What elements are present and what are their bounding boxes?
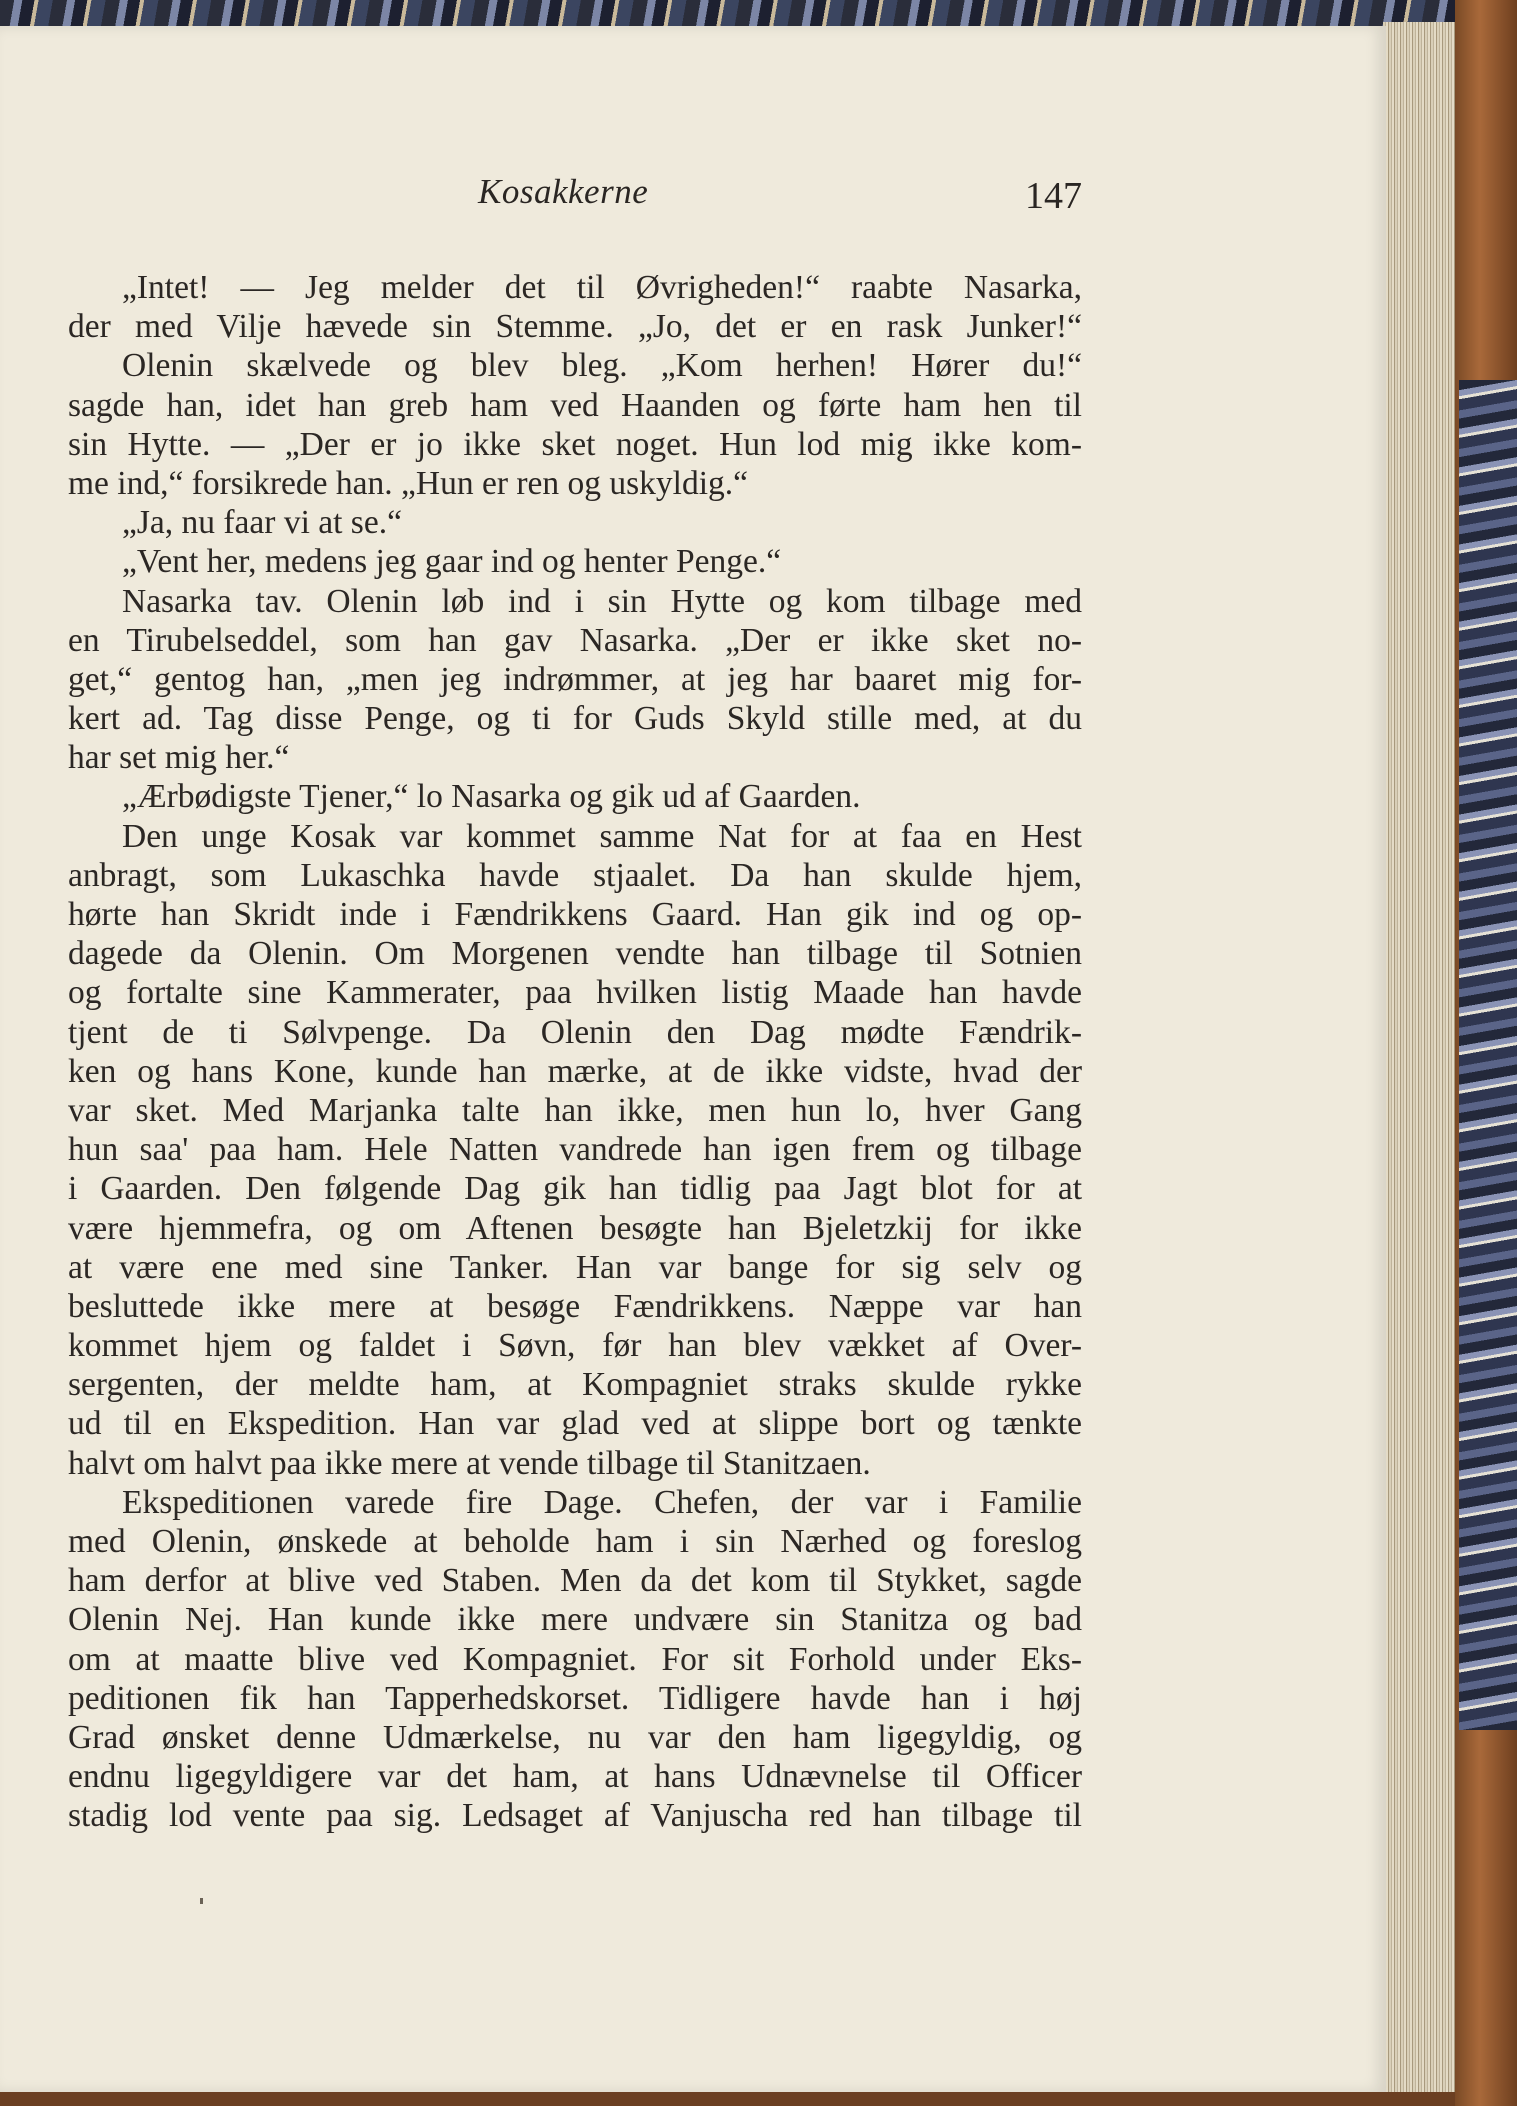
text-line: ud til en Ekspedition. Han var glad ved at slippe bort og tænkte bbox=[68, 1405, 1082, 1443]
text-line: Olenin Nej. Han kunde ikke mere undvære sin Stanitza og bad bbox=[68, 1601, 1082, 1639]
text-line: tjent de ti Sølvpenge. Da Olenin den Dag mødte Fændrik- bbox=[68, 1013, 1082, 1051]
text-line: sin Hytte. — „Der er jo ikke sket noget. Hun lod mig ikke kom- bbox=[68, 425, 1082, 463]
text-line: sagde han, idet han greb ham ved Haanden og førte ham hen til bbox=[68, 386, 1082, 424]
text-line: „Vent her, medens jeg gaar ind og henter Penge.“ bbox=[122, 543, 782, 581]
text-line: med Olenin, ønskede at beholde ham i sin Nærhed og foreslog bbox=[68, 1523, 1082, 1560]
text-line: halvt om halvt paa ikke mere at vende tilbage til Stanitzaen. bbox=[68, 1444, 871, 1482]
text-line: kert ad. Tag disse Penge, og ti for Guds Skyld stille med, at du bbox=[68, 700, 1082, 738]
page-number: 147 bbox=[1025, 175, 1082, 217]
running-title: Kosakkerne bbox=[478, 172, 649, 211]
text-line: peditionen fik han Tapperhedskorset. Tidligere havde han i høj bbox=[68, 1679, 1082, 1717]
text-line: kommet hjem og faldet i Søvn, før han blev vækket af Over- bbox=[68, 1327, 1082, 1365]
ink-speck bbox=[200, 1898, 203, 1904]
page-edges bbox=[1383, 22, 1455, 2092]
text-line: var sket. Med Marjanka talte han ikke, men hun lo, hver Gang bbox=[68, 1091, 1082, 1129]
text-line: Den unge Kosak var kommet samme Nat for at faa en Hest bbox=[122, 817, 1082, 855]
text-line: en Tirubelseddel, som han gav Nasarka. „Der er ikke sket no- bbox=[68, 621, 1082, 659]
text-line: „Ærbødigste Tjener,“ lo Nasarka og gik ud af Gaarden. bbox=[122, 778, 861, 816]
text-line: Grad ønsket denne Udmærkelse, nu var den ham ligegyldig, og bbox=[68, 1718, 1082, 1756]
text-line: har set mig her.“ bbox=[68, 739, 290, 777]
text-line: get,“ gentog han, „men jeg indrømmer, at jeg har baaret mig for- bbox=[68, 660, 1082, 698]
text-line: Ekspeditionen varede fire Dage. Chefen, der var i Familie bbox=[122, 1483, 1082, 1521]
text-line: og fortalte sine Kammerater, paa hvilken listig Maade han havde bbox=[68, 974, 1082, 1012]
text-line: sergenten, der meldte ham, at Kompagniet straks skulde rykke bbox=[68, 1366, 1082, 1404]
text-line: om at maatte blive ved Kompagniet. For sit Forhold under Eks- bbox=[68, 1640, 1082, 1678]
body-text bbox=[68, 268, 1082, 1836]
text-line: endnu ligegyldigere var det ham, at hans Udnævnelse til Officer bbox=[68, 1758, 1082, 1796]
text-line: hørte han Skridt inde i Fændrikkens Gaard. Han gik ind og op- bbox=[68, 896, 1082, 933]
text-line: stadig lod vente paa sig. Ledsaget af Vanjuscha red han tilbage til bbox=[68, 1797, 1082, 1835]
text-line: „Ja, nu faar vi at se.“ bbox=[122, 504, 402, 542]
text-line: anbragt, som Lukaschka havde stjaalet. Da han skulde hjem, bbox=[68, 856, 1082, 894]
text-line: Olenin skælvede og blev bleg. „Kom herhen! Hører du!“ bbox=[122, 347, 1082, 385]
text-line: ham derfor at blive ved Staben. Men da det kom til Stykket, sagde bbox=[68, 1562, 1082, 1600]
marbled-endpaper bbox=[1459, 380, 1517, 1730]
text-line: dagede da Olenin. Om Morgenen vendte han tilbage til Sotnien bbox=[68, 935, 1082, 973]
text-line: være hjemmefra, og om Aftenen besøgte han Bjeletzkij for ikke bbox=[68, 1209, 1082, 1247]
text-line: i Gaarden. Den følgende Dag gik han tidlig paa Jagt blot for at bbox=[68, 1170, 1082, 1208]
text-line: at være ene med sine Tanker. Han var bange for sig selv og bbox=[68, 1248, 1082, 1286]
text-line: hun saa' paa ham. Hele Natten vandrede han igen frem og tilbage bbox=[68, 1131, 1082, 1169]
text-line: der med Vilje hævede sin Stemme. „Jo, det er en rask Junker!“ bbox=[68, 308, 1082, 346]
page-header bbox=[68, 148, 1082, 217]
text-line: ken og hans Kone, kunde han mærke, at de ikke vidste, hvad der bbox=[68, 1052, 1082, 1090]
text-line: „Intet! — Jeg melder det til Øvrigheden!“ raabte Nasarka, bbox=[122, 269, 1082, 306]
text-line: Nasarka tav. Olenin løb ind i sin Hytte og kom tilbage med bbox=[122, 582, 1082, 620]
text-line: besluttede ikke mere at besøge Fændrikkens. Næppe var han bbox=[68, 1287, 1082, 1325]
text-line: me ind,“ forsikrede han. „Hun er ren og uskyldig.“ bbox=[68, 464, 749, 502]
